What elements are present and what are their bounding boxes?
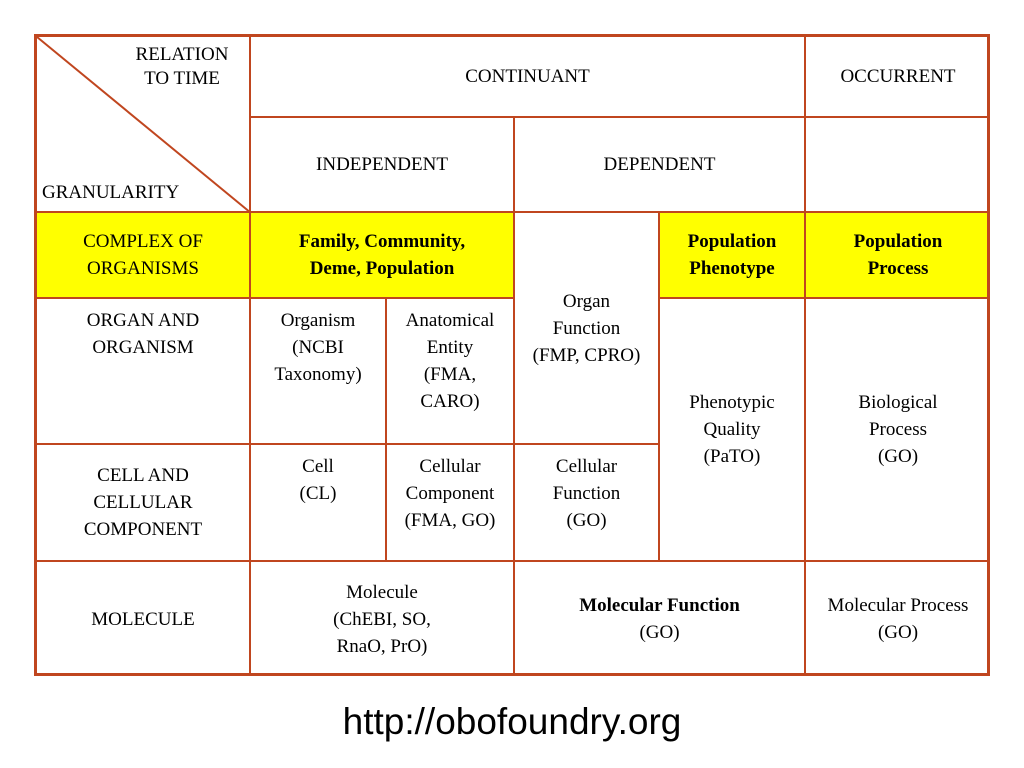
- family-community-cell: Family, Community, Deme, Population: [251, 213, 515, 299]
- continuant-header: CONTINUANT: [251, 37, 806, 118]
- occurrent-subheader-blank: [806, 118, 990, 213]
- organism-cell: Organism (NCBI Taxonomy): [251, 299, 387, 445]
- phenotypic-quality-cell: Phenotypic Quality (PaTO): [660, 299, 806, 562]
- molecular-function-cell: [515, 562, 806, 676]
- molecular-function-source: (GO): [639, 622, 680, 643]
- footer-url: http://obofoundry.org: [342, 701, 682, 742]
- row-header-organ-and-organism: ORGAN AND ORGANISM: [37, 299, 251, 445]
- row-header-cell-and-cellular-component: CELL AND CELLULAR COMPONENT: [37, 445, 251, 562]
- row-header-molecule: MOLECULE: [37, 562, 251, 676]
- population-process-cell: Population Process: [806, 213, 990, 299]
- ontology-table: [34, 34, 990, 676]
- molecule-cell: Molecule (ChEBI, SO, RnaO, PrO): [251, 562, 515, 676]
- row-header-complex-of-organisms: COMPLEX OF ORGANISMS: [37, 213, 251, 299]
- corner-header: [37, 37, 251, 213]
- organ-function-cell: Organ Function (FMP, CPRO): [515, 213, 660, 445]
- anatomical-entity-cell: Anatomical Entity (FMA, CARO): [387, 299, 515, 445]
- independent-header: INDEPENDENT: [251, 118, 515, 213]
- relation-to-time-label: RELATION TO TIME: [135, 44, 229, 89]
- population-phenotype-cell: Population Phenotype: [660, 213, 806, 299]
- cellular-function-cell: Cellular Function (GO): [515, 445, 660, 562]
- molecular-function-name: Molecular Function: [579, 595, 740, 616]
- biological-process-cell: Biological Process (GO): [806, 299, 990, 562]
- granularity-label: GRANULARITY: [42, 182, 180, 203]
- occurrent-header: OCCURRENT: [806, 37, 990, 118]
- cell-cl-cell: Cell (CL): [251, 445, 387, 562]
- molecular-process-cell: Molecular Process (GO): [827, 595, 969, 643]
- cellular-component-cell: Cellular Component (FMA, GO): [387, 445, 515, 562]
- dependent-header: DEPENDENT: [515, 118, 806, 213]
